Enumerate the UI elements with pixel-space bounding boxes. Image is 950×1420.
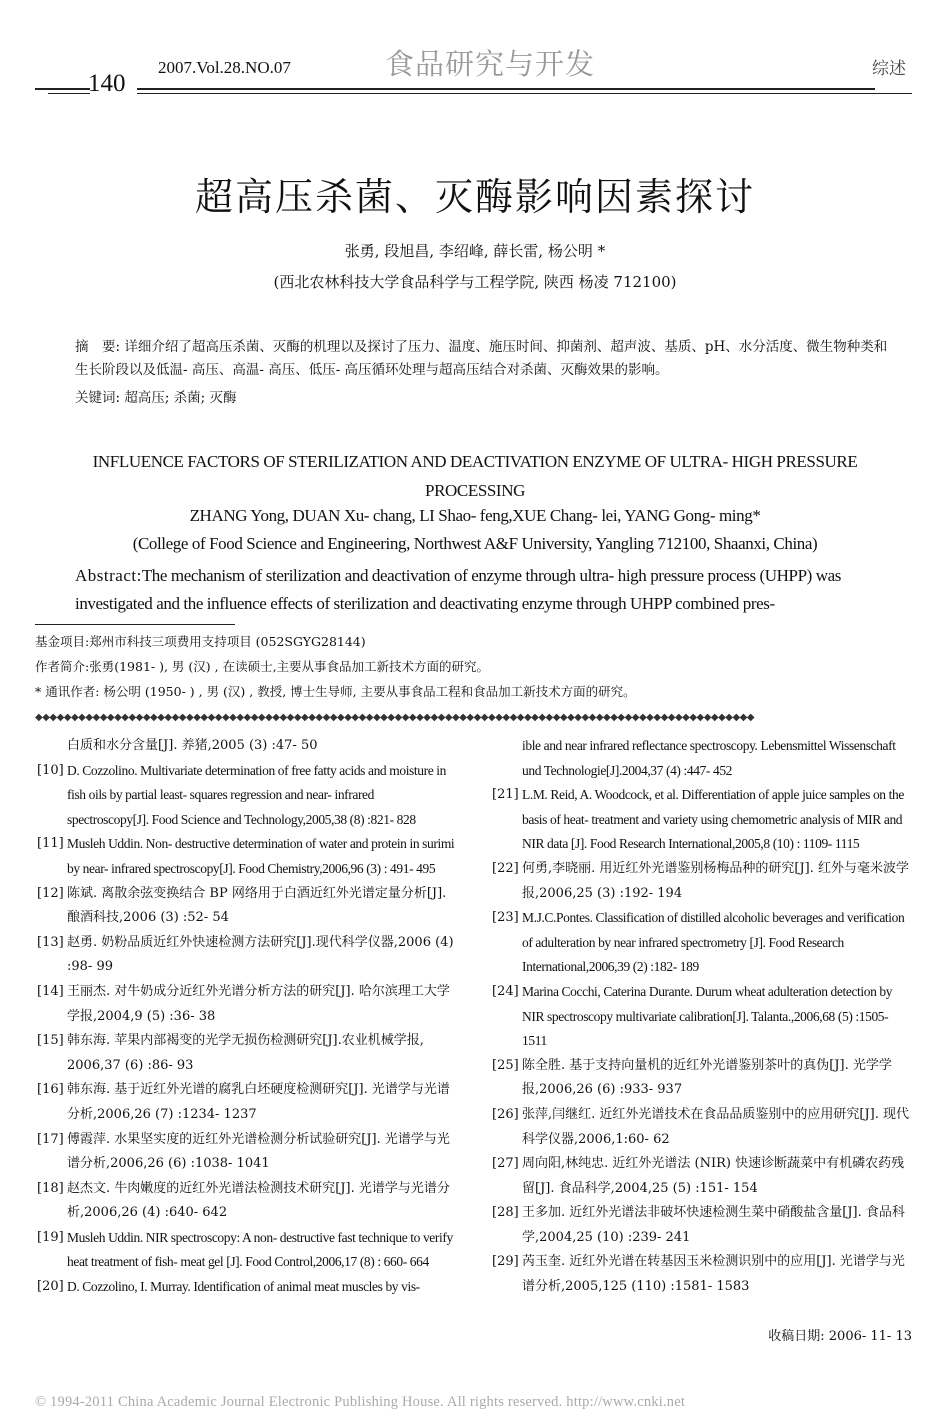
- reference-item: [37, 1029, 457, 1078]
- reference-number: [11]: [37, 836, 64, 852]
- reference-number: [29]: [492, 1254, 519, 1270]
- reference-text: 白质和水分含量[J]. 养猪,2005 (3) :47- 50: [67, 738, 318, 753]
- reference-text: D. Cozzolino, I. Murray. Identification of animal meat muscles by vis-: [67, 1279, 420, 1295]
- reference-item: [37, 931, 457, 980]
- reference-item: [37, 759, 457, 833]
- reference-number: [10]: [37, 762, 64, 778]
- reference-text: 陈斌. 离散余弦变换结合 BP 网络用于白酒近红外光谱定量分析[J]. 酿酒科技,2006 (3) :52- 54: [67, 885, 447, 926]
- abstract-cn: 摘 要: 详细介绍了超高压杀菌、灭酶的机理以及探讨了压力、温度、施压时间、抑菌剂、超声波、基质、pH、水分活度、微生物种类和生长阶段以及低温- 高压、高温- 高压、低压- 高压循环处理与超高压结合对杀菌、灭酶效果的影响。: [75, 339, 888, 378]
- page-title: 超高压杀菌、灭酶影响因素探讨: [194, 175, 755, 219]
- title-en: INFLUENCE FACTORS OF STERILIZATION AND DEACTIVATION ENZYME OF ULTRA- HIGH PRESSURE PROCESSING: [92, 452, 858, 500]
- reference-number: [21]: [492, 787, 519, 803]
- page-number: 140: [88, 70, 126, 97]
- reference-number: [15]: [37, 1033, 64, 1049]
- copyright-line: © 1994-2011 China Academic Journal Electronic Publishing House. All rights reserved. http://www.cnki.net: [35, 1394, 686, 1410]
- reference-item: [37, 980, 457, 1029]
- reference-item: [37, 1275, 457, 1300]
- reference-item: [492, 1103, 912, 1152]
- reference-number: [13]: [37, 934, 64, 950]
- reference-number: [16]: [37, 1082, 64, 1098]
- reference-number: [14]: [37, 983, 64, 999]
- authors-en: ZHANG Yong, DUAN Xu- chang, LI Shao- feng,XUE Chang- lei, YANG Gong- ming*: [189, 506, 761, 525]
- reference-number: [19]: [37, 1229, 64, 1245]
- reference-item: [492, 734, 912, 783]
- reference-text: 王丽杰. 对牛奶成分近红外光谱分析方法的研究[J]. 哈尔滨理工大学学报,2004,9 (5) :36- 38: [67, 983, 450, 1024]
- reference-item: [37, 832, 457, 881]
- dotted-separator: ◆◆◆◆◆◆◆◆◆◆◆◆◆◆◆◆◆◆◆◆◆◆◆◆◆◆◆◆◆◆◆◆◆◆◆◆◆◆◆◆◆◆◆◆◆◆◆◆◆◆◆◆◆◆◆◆◆◆◆◆◆◆◆◆◆◆◆◆◆◆◆◆◆◆◆◆◆◆◆◆◆◆◆◆◆◆◆◆◆◆◆◆◆◆◆◆◆◆◆◆: [35, 712, 755, 723]
- references-right-column: [492, 734, 912, 1300]
- reference-text: Musleh Uddin. Non- destructive determination of water and protein in surimi by near- infrared spectroscopy[J]. Food Chemistry,2006,96 (3) : 491- 495: [67, 836, 455, 876]
- reference-text: Musleh Uddin. NIR spectroscopy: A non- destructive fast technique to verify heat treatment of fish- meat gel [J]. Food Control,2006,17 (8) : 660- 664: [67, 1229, 453, 1270]
- affiliation-en: (College of Food Science and Engineering, Northwest A&F University, Yangling 712100, Shaanxi, China): [132, 534, 818, 553]
- header-rule-main: [137, 88, 875, 90]
- reference-text: 王多加. 近红外光谱法非破坏快速检测生菜中硝酸盐含量[J]. 食品科学,2004,25 (10) :239- 241: [522, 1205, 905, 1245]
- reference-text: Marina Cocchi, Caterina Durante. Durum wheat adulteration detection by NIR spectroscopy multivariate calibration[J]. Talanta.,2006,68 (5) :1505- 1511: [522, 983, 893, 1049]
- section-label: 综述: [872, 59, 906, 79]
- authors-cn: 张勇, 段旭昌, 李绍峰, 薛长雷, 杨公明 *: [344, 242, 606, 260]
- reference-text: 傅霞萍. 水果坚实度的近红外光谱检测分析试验研究[J]. 光谱学与光谱分析,2006,26 (6) :1038- 1041: [67, 1131, 450, 1172]
- received-date: 收稿日期: 2006- 11- 13: [768, 1329, 912, 1344]
- reference-item: [37, 1177, 457, 1226]
- header-rule-left: [35, 88, 90, 90]
- reference-text: 芮玉奎. 近红外光谱在转基因玉米检测识别中的应用[J]. 光谱学与光谱分析,2005,125 (110) :1581- 1583: [522, 1254, 905, 1295]
- reference-text: 韩东海. 苹果内部褐变的光学无损伤检测研究[J].农业机械学报, 2006,37 (6) :86- 93: [67, 1033, 424, 1073]
- header-rule-main-lower: [137, 93, 912, 94]
- journal-name: 食品研究与开发: [385, 47, 596, 81]
- reference-text: L.M. Reid, A. Woodcock, et al. Differentiation of apple juice samples on the basis of heat- treatment and variety using chemometric analysis of MIR and NIR data [J]. Food Research International,2005,8 (10) : 1109- 1115: [522, 787, 904, 852]
- keywords-cn: 关键词: 超高压; 杀菌; 灭酶: [75, 390, 237, 406]
- abstract-en: [75, 562, 885, 618]
- reference-item: [37, 1078, 457, 1127]
- reference-text: 赵杰文. 牛肉嫩度的近红外光谱法检测技术研究[J]. 光谱学与光谱分析,2006,26 (4) :640- 642: [67, 1180, 450, 1221]
- reference-item: [492, 783, 912, 857]
- reference-number: [37, 734, 67, 759]
- reference-item: [492, 906, 912, 980]
- references-left-column: [37, 734, 457, 1300]
- reference-item: [492, 1054, 912, 1103]
- reference-number: [492, 734, 522, 783]
- abstract-en-text: The mechanism of sterilization and deactivation of enzyme through ultra- high pressure process (UHPP) was investigated and the influence effects of sterilization and deactivating enzyme through UHPP combined pres-: [75, 566, 842, 613]
- reference-text: M.J.C.Pontes. Classification of distilled alcoholic beverages and verification of adulteration by near infrared spectrometry [J]. Food Research International,2006,39 (2) :182- 189: [522, 910, 905, 975]
- reference-item: [37, 734, 457, 759]
- reference-number: [18]: [37, 1180, 64, 1196]
- reference-item: [492, 1250, 912, 1299]
- reference-text: 周向阳,林纯忠. 近红外光谱法 (NIR) 快速诊断蔬菜中有机磷农药残留[J]. 食品科学,2004,25 (5) :151- 154: [522, 1156, 905, 1196]
- reference-item: [492, 1152, 912, 1201]
- reference-number: [28]: [492, 1205, 519, 1221]
- reference-item: [37, 1226, 457, 1275]
- reference-text: 何勇,李晓丽. 用近红外光谱鉴别杨梅品种的研究[J]. 红外与毫米波学报,2006,25 (3) :192- 194: [522, 860, 910, 901]
- reference-text: 韩东海. 基于近红外光谱的腐乳白坯硬度检测研究[J]. 光谱学与光谱分析,2006,26 (7) :1234- 1237: [67, 1082, 450, 1122]
- header-rule-left-lower: [48, 93, 90, 94]
- reference-text: 陈全胜. 基于支持向量机的近红外光谱鉴别茶叶的真伪[J]. 光学学报,2006,26 (6) :933- 937: [522, 1057, 892, 1098]
- reference-item: [492, 1201, 912, 1250]
- reference-item: [37, 1128, 457, 1177]
- reference-number: [27]: [492, 1156, 519, 1172]
- footnote-corresponding: * 通讯作者: 杨公明 (1950- ) , 男 (汉) , 教授, 博士生导师, 主要从事食品工程和食品加工新技术方面的研究。: [35, 684, 636, 699]
- footnote-author: 作者简介:张勇(1981- ), 男 (汉) , 在读硕士,主要从事食品加工新技术方面的研究。: [35, 659, 490, 674]
- reference-text: ible and near infrared reflectance spectroscopy. Lebensmittel Wissenschaft und Technologie[J].2004,37 (4) :447- 452: [522, 738, 896, 778]
- footnote-funding: 基金项目:郑州市科技三项费用支持项目 (052SGYG28144): [35, 634, 366, 649]
- issue-info: 2007.Vol.28.NO.07: [158, 58, 291, 77]
- reference-number: [12]: [37, 885, 64, 901]
- reference-text: D. Cozzolino. Multivariate determination of free fatty acids and moisture in fish oils by partial least- squares regression and near- infrared spectroscopy[J]. Food Science and Technology,2005,38 (8) :821- 828: [67, 762, 446, 827]
- footnote-rule: [35, 624, 235, 625]
- reference-number: [26]: [492, 1106, 519, 1122]
- reference-number: [17]: [37, 1131, 64, 1147]
- reference-item: [492, 857, 912, 906]
- reference-number: [25]: [492, 1057, 519, 1073]
- reference-number: [24]: [492, 983, 519, 999]
- abstract-en-label: Abstract:: [75, 566, 142, 585]
- reference-number: [22]: [492, 860, 519, 876]
- reference-item: [37, 882, 457, 931]
- reference-number: [23]: [492, 910, 519, 926]
- reference-text: 张萍,闫继红. 近红外光谱技术在食品品质鉴别中的应用研究[J]. 现代科学仪器,2006,1:60- 62: [522, 1106, 910, 1147]
- affiliation-cn: (西北农林科技大学食品科学与工程学院, 陕西 杨凌 712100): [273, 273, 677, 291]
- reference-number: [20]: [37, 1279, 64, 1295]
- reference-text: 赵勇. 奶粉品质近红外快速检测方法研究[J].现代科学仪器,2006 (4) :98- 99: [67, 934, 454, 975]
- reference-item: [492, 980, 912, 1054]
